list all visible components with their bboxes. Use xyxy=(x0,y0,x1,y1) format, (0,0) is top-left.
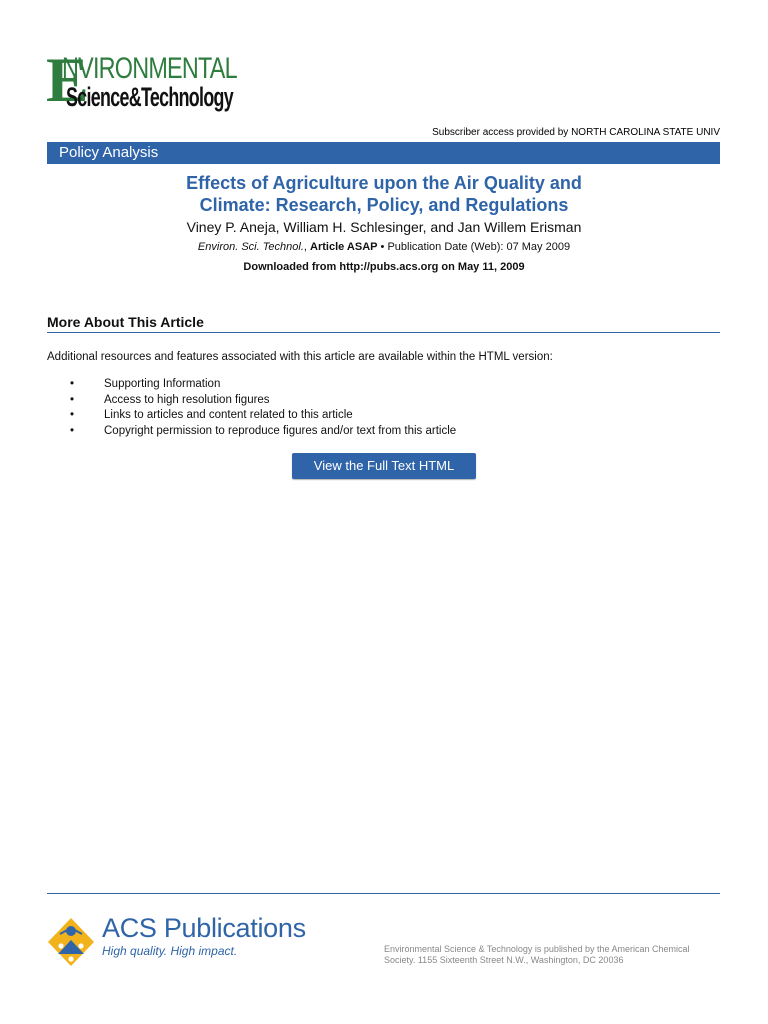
footer-divider xyxy=(47,893,720,894)
heading-divider xyxy=(47,332,720,333)
article-authors: Viney P. Aneja, William H. Schlesinger, and Jan Willem Erisman xyxy=(186,219,582,235)
article-citation xyxy=(0,241,768,253)
bullet: • xyxy=(70,409,75,421)
publisher-note: Environmental Science & Technology is published by the American Chemical Society. 1155 Sixteenth Street N.W., Washington, DC 20036 xyxy=(384,944,690,965)
section-label: Policy Analysis xyxy=(59,144,159,161)
publication-date: • Publication Date (Web): 07 May 2009 xyxy=(377,241,571,253)
view-full-text-button[interactable]: View the Full Text HTML xyxy=(292,453,476,479)
article-status: Article ASAP xyxy=(310,241,378,253)
bullet: • xyxy=(70,378,75,390)
journal-logo xyxy=(46,44,237,118)
bullet: • xyxy=(70,393,75,406)
journal-logo-line1: NVIRONMENTAL xyxy=(62,52,237,85)
journal-logo-initial: E xyxy=(46,44,89,115)
journal-abbrev: Environ. Sci. Technol. xyxy=(197,241,304,253)
download-note: Downloaded from http://pubs.acs.org on May 11, 2009 xyxy=(243,261,525,273)
list-item-text: Links to articles and content related to this article xyxy=(104,409,353,421)
acs-publications-logo[interactable] xyxy=(46,912,306,966)
acs-emblem-icon xyxy=(46,916,96,966)
acs-publications-name: ACS Publications xyxy=(102,913,306,943)
acs-tagline: High quality. High impact. xyxy=(102,944,238,958)
list-item-text: Supporting Information xyxy=(104,378,221,390)
article-title xyxy=(0,172,768,216)
article-title-line1: Effects of Agriculture upon the Air Quality and xyxy=(186,173,582,193)
article-title-line2: Climate: Research, Policy, and Regulations xyxy=(199,195,569,215)
more-about-heading: More About This Article xyxy=(47,314,204,330)
subscriber-access-note: Subscriber access provided by NORTH CAROLINA STATE UNIV xyxy=(432,127,720,138)
more-about-intro: Additional resources and features associated with this article are available within the HTML version: xyxy=(47,351,553,363)
journal-logo-line2: Science&Technology xyxy=(66,82,234,112)
citation-comma: , xyxy=(303,241,307,253)
list-item-text: Access to high resolution figures xyxy=(104,393,270,406)
bullet: • xyxy=(70,424,75,437)
section-bar xyxy=(47,142,720,164)
list-item-text: Copyright permission to reproduce figures and/or text from this article xyxy=(104,424,457,437)
